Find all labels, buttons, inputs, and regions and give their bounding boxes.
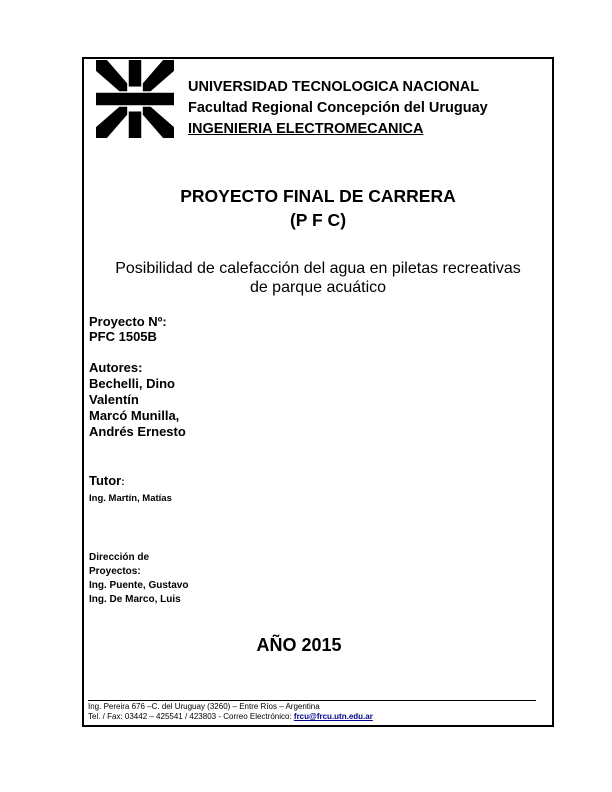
institution-header [188,77,488,140]
subject-line-2: de parque acuático [249,279,387,296]
project-number [89,314,167,344]
faculty-name: Facultad Regional Concepción del Uruguay [188,100,488,116]
footer-address: Ing. Pereira 676 –C. del Uruguay (3260) – Entre Ríos – Argentina [88,702,320,711]
project-number-label: Proyecto Nº: [89,314,167,329]
subject-line-1: Posibilidad de calefacción del agua en piletas recreativas [115,260,521,277]
university-name: UNIVERSIDAD TECNOLOGICA NACIONAL [188,79,480,95]
author-line: Andrés Ernesto [89,424,186,439]
director-name: Ing. De Marco, Luis [89,594,181,605]
title-line-2: (P F C) [289,210,347,230]
authors [89,360,186,440]
direction-label-line-1: Dirección de [89,552,150,563]
author-line: Marcó Munilla, [89,408,180,423]
author-line: Valentín [89,392,139,407]
footer-email-link[interactable]: frcu@frcu.utn.edu.ar [293,712,373,721]
tutor-name: Ing. Martín, Matías [89,493,172,504]
project-number-value: PFC 1505B [89,329,157,344]
direction-label-line-2: Proyectos: [89,566,141,577]
year: AÑO 2015 [256,635,342,655]
director-name: Ing. Puente, Gustavo [89,580,189,591]
utn-logo-icon [94,60,176,138]
project-direction [89,551,188,607]
authors-label: Autores: [89,360,143,375]
tutor-label-colon: : [121,477,125,488]
tutor-label [89,472,172,491]
author-line: Bechelli, Dino [89,376,175,391]
department-name: INGENIERIA ELECTROMECANICA [188,121,424,137]
title-line-1: PROYECTO FINAL DE CARRERA [180,186,456,206]
footer-contact [88,712,373,722]
footer-divider [88,700,536,701]
footer-phone: Tel. / Fax: 03442 – 425541 / 423803 - Correo Electrónico: [88,712,294,721]
document-title [84,184,552,232]
tutor [89,472,172,505]
tutor-label-text: Tutor [89,473,122,488]
footer [88,702,373,722]
project-subject [84,259,552,297]
